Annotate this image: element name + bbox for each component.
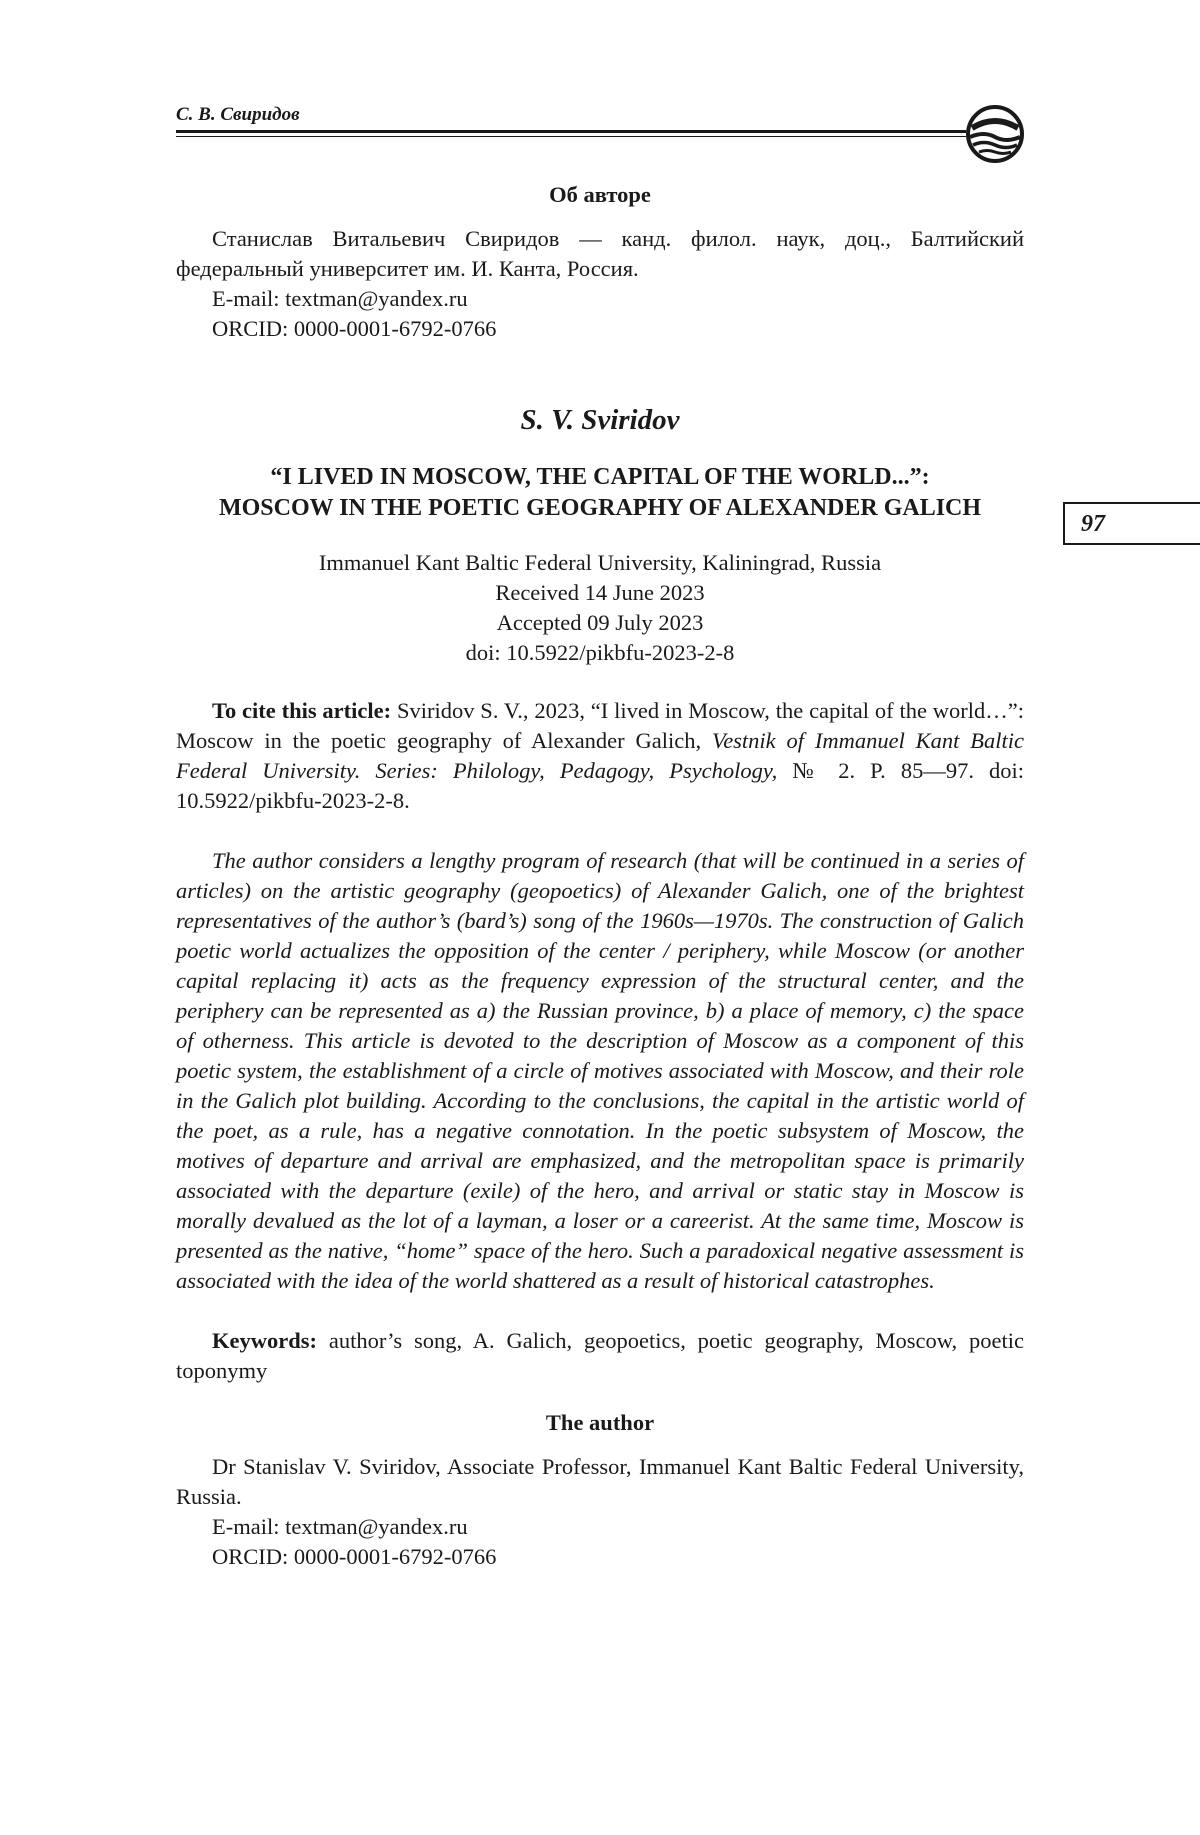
russian-author-bio: Станислав Витальевич Свиридов — канд. филол. наук, доц., Балтийский федеральный университет им. И. Канта, Россия. [176,226,1024,281]
citation-text: Sviridov S. V., 2023, “I lived in Moscow, the capital of the world…”: Moscow in the poetic geography of Alexander Galich, [176,698,1024,753]
russian-author-email: E-mail: textman@yandex.ru [212,286,468,311]
russian-author-orcid: ORCID: 0000-0001-6792-0766 [212,316,497,341]
article-title-line-1: “I LIVED IN MOSCOW, THE CAPITAL OF THE WORLD...”: [270,464,930,490]
keywords [176,1326,1024,1386]
header-rule [176,130,966,133]
journal-logo-icon [964,104,1026,164]
english-author-orcid: ORCID: 0000-0001-6792-0766 [212,1544,497,1569]
citation-label: To cite this article: [212,698,392,723]
english-author-bio: Dr Stanislav V. Sviridov, Associate Professor, Immanuel Kant Baltic Federal University, Russia. [176,1454,1024,1509]
keywords-label: Keywords: [212,1328,317,1353]
article-accepted: Accepted 09 July 2023 [496,610,704,635]
article-doi: doi: 10.5922/pikbfu-2023-2-8 [465,640,735,665]
article-title [176,462,1024,524]
english-author-section [176,1408,1024,1572]
abstract: The author considers a lengthy program of research (that will be continued in a series of articles) on the artistic geography (geopoetics) of Alexander Galich, one of the brightest representatives of the author’s (bard’s) song of the 1960s—1970s. The construction of Galich poetic world actualizes the opposition of the center / periphery, while Moscow (or another capital replacing it) acts as the frequency expression of the structural center, and the periphery can be represented as a) the Russian province, b) a place of memory, c) the space of otherness. This article is devoted to the description of Moscow as a component of this poetic system, the establishment of a circle of motives associated with Moscow, and their role in the Galich plot building. According to the conclusions, the capital in the artistic world of the poet, as a rule, has a negative connotation. In the poetic subsystem of Moscow, the motives of departure and arrival are emphasized, and the metropolitan space is primarily associated with the departure (exile) of the hero, and arrival or static stay in Moscow is morally devalued as the lot of a layman, a loser or a careerist. At the same time, Moscow is presented as the native, “home” space of the hero. Such a paradoxical negative assessment is associated with the idea of the world shattered as a result of historical catastrophes. [176,848,1024,1293]
header-rule-thin [176,136,966,137]
citation [176,696,1024,816]
citation-issue: № 2. P. 85—97. doi: 10.5922/pikbfu-2023-2-8. [176,758,1025,813]
english-about-heading: The author [545,1410,655,1435]
keywords-text: author’s song, A. Galich, geopoetics, poetic geography, Moscow, poetic toponymy [176,1328,1024,1383]
article-meta [176,548,1024,668]
page-number: 97 [1063,502,1200,545]
article-received: Received 14 June 2023 [495,580,705,605]
citation-journal: Vestnik of Immanuel Kant Baltic Federal University. Series: Philology, Pedagogy, Psychology, [176,728,1024,783]
english-author-email: E-mail: textman@yandex.ru [212,1514,468,1539]
article-author: S. V. Sviridov [520,404,680,436]
article-affiliation: Immanuel Kant Baltic Federal University, Kaliningrad, Russia [318,550,882,575]
article-title-line-2: MOSCOW IN THE POETIC GEOGRAPHY OF ALEXANDER GALICH [218,495,982,521]
running-head-author: С. В. Свиридов [176,104,300,125]
russian-about-heading: Об авторе [549,182,651,207]
russian-author-section [176,180,1024,344]
page-content [176,180,1024,1572]
